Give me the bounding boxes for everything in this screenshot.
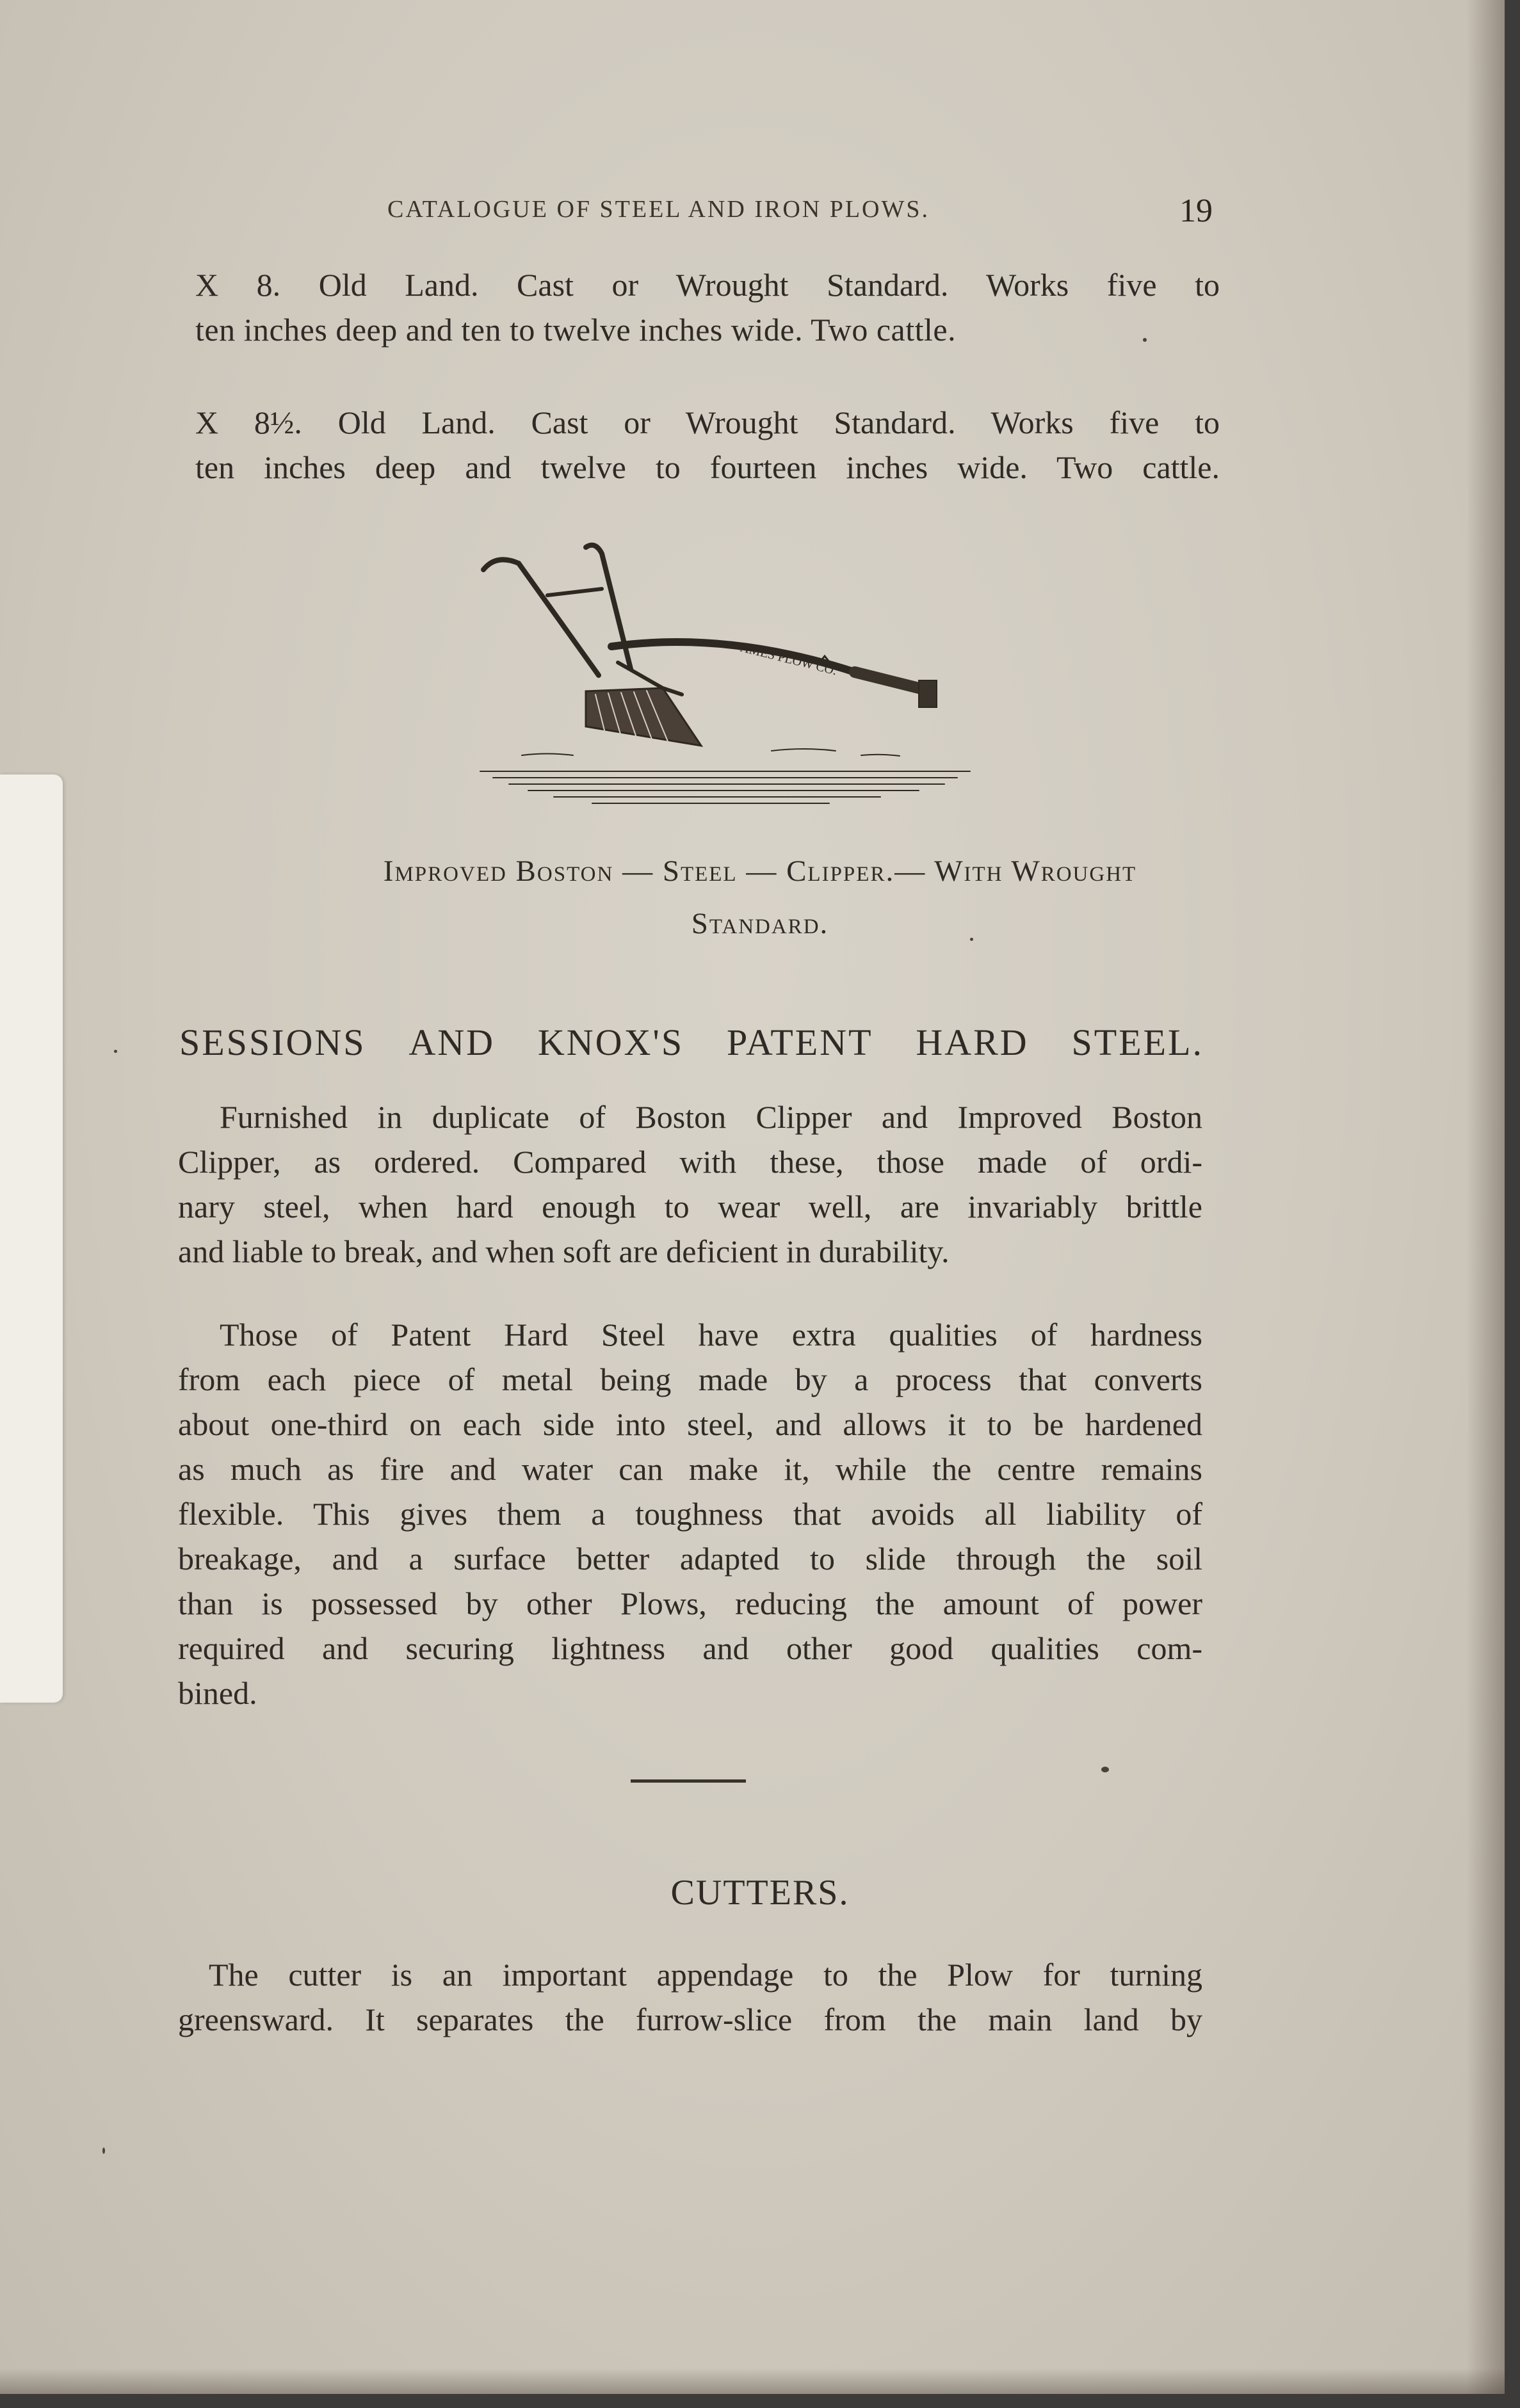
paragraph-line: flexible. This gives them a toughness that avoids all liability of xyxy=(178,1496,1202,1532)
paragraph-line: Clipper, as ordered. Compared with these, those made of ordi- xyxy=(178,1144,1202,1180)
paragraph-cutter xyxy=(178,1952,1202,2042)
page-number: 19 xyxy=(1179,193,1213,229)
paragraph-line: breakage, and a surface better adapted to slide through the soil xyxy=(178,1541,1202,1577)
section-heading-sessions-knox xyxy=(179,1021,1204,1064)
page-bottom-shadow xyxy=(0,2368,1505,2394)
paper-speck xyxy=(102,2147,105,2154)
paragraph-line: Those of Patent Hard Steel have extra qualities of hardness xyxy=(220,1317,1202,1352)
beam-lettering: AMES PLOW CO. xyxy=(738,640,839,678)
plow-entry-x8-half xyxy=(195,400,1220,490)
page-edge-shadow xyxy=(1466,0,1505,2394)
caption-line: Improved Boston — Steel — Clipper.— With Wrought xyxy=(383,855,1137,888)
paragraph-line: bined. xyxy=(178,1675,257,1711)
paper-speck xyxy=(114,1050,117,1053)
entry-line: ten inches deep and ten to twelve inches wide. Two cattle. xyxy=(195,312,957,348)
plow-engraving-illustration xyxy=(471,534,983,813)
heading-word: AND xyxy=(408,1022,496,1063)
heading-word: SESSIONS xyxy=(179,1022,366,1063)
paragraph-line: as much as fire and water can make it, while the centre remains xyxy=(178,1451,1202,1487)
paragraph-line: than is possessed by other Plows, reducing the amount of power xyxy=(178,1585,1202,1621)
plow-moldboard xyxy=(586,662,701,746)
entry-line: X 8½. Old Land. Cast or Wrought Standard. Works five to xyxy=(195,405,1220,440)
plow-entry-x8 xyxy=(195,262,1220,352)
paragraph-patent-hard-steel xyxy=(178,1312,1202,1715)
paper-speck xyxy=(970,938,973,941)
entry-line: X 8. Old Land. Cast or Wrought Standard. Works five to xyxy=(195,267,1220,303)
paper-speck xyxy=(1101,1767,1109,1772)
paragraph-line: required and securing lightness and other good qualities com- xyxy=(178,1630,1202,1666)
ground-hatching xyxy=(480,749,970,803)
paragraph-furnished xyxy=(178,1095,1202,1274)
heading-word: HARD xyxy=(916,1022,1029,1063)
paragraph-line: Furnished in duplicate of Boston Clipper and Improved Boston xyxy=(220,1099,1202,1135)
paragraph-line: and liable to break, and when soft are deficient in durability. xyxy=(178,1233,950,1269)
paragraph-line: from each piece of metal being made by a process that converts xyxy=(178,1361,1202,1397)
section-divider-rule xyxy=(631,1779,746,1783)
illustration-caption xyxy=(0,845,1505,950)
paragraph-line: nary steel, when hard enough to wear well, are invariably brittle xyxy=(178,1189,1202,1224)
paragraph-line: about one-third on each side into steel, and allows it to be hardened xyxy=(178,1406,1202,1442)
heading-word: KNOX'S xyxy=(537,1022,684,1063)
plow-handles xyxy=(483,545,631,675)
running-head: CATALOGUE OF STEEL AND IRON PLOWS. xyxy=(387,196,930,223)
heading-word: STEEL. xyxy=(1071,1022,1204,1063)
entry-line: ten inches deep and twelve to fourteen inches wide. Two cattle. xyxy=(195,449,1220,485)
paper-speck xyxy=(1143,338,1147,342)
paragraph-line: greensward. It separates the furrow-slice from the main land by xyxy=(178,2002,1202,2037)
paragraph-line: The cutter is an important appendage to the Plow for turning xyxy=(209,1957,1202,1993)
caption-line: Standard. xyxy=(691,907,829,940)
heading-word: PATENT xyxy=(726,1022,873,1063)
section-heading-cutters: CUTTERS. xyxy=(670,1873,850,1913)
